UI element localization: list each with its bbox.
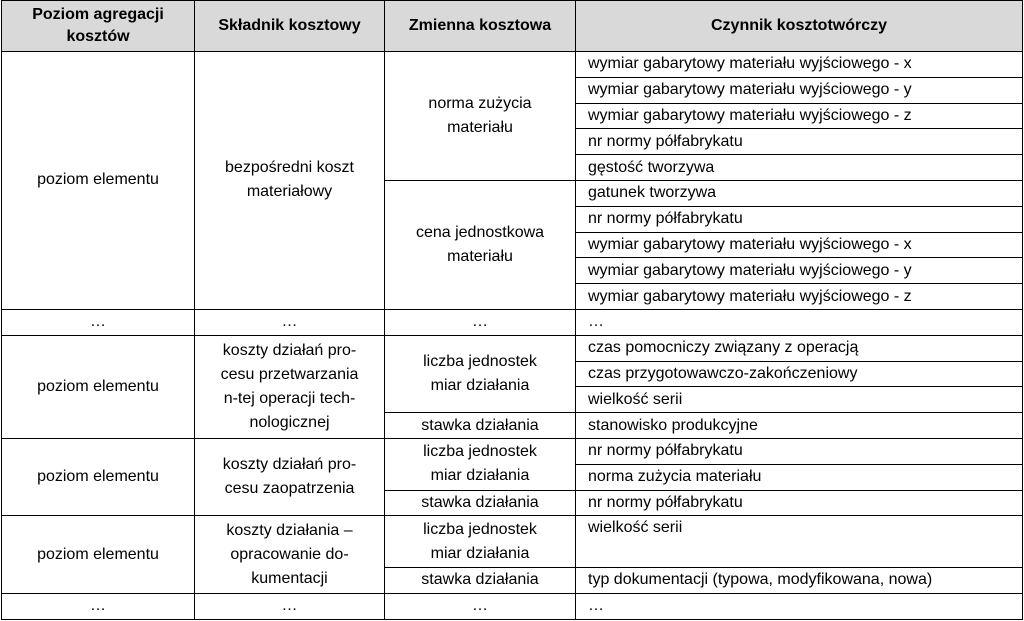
table-row	[2, 335, 1023, 361]
cost-driver-cell: nr normy półfabrykatu	[576, 438, 1023, 464]
cost-driver-cell: nr normy półfabrykatu	[576, 490, 1023, 516]
ellipsis-cell: …	[385, 309, 576, 335]
cost-component-cell: koszty działań pro- cesu zaopatrzenia	[195, 438, 385, 515]
header-cost-variable: Zmienna kosztowa	[385, 1, 576, 52]
cost-variable-cell: stawka działania	[385, 567, 576, 593]
table-row	[2, 52, 1023, 78]
cost-driver-cell: wymiar gabarytowy materiału wyjściowego - z	[576, 284, 1023, 310]
aggregation-level-cell: poziom elementu	[2, 438, 195, 515]
ellipsis-cell: …	[2, 593, 195, 619]
table-row	[2, 516, 1023, 542]
aggregation-level-cell: poziom elementu	[2, 335, 195, 438]
cost-variable-cell: liczba jednostek miar działania	[385, 335, 576, 412]
cost-variable-cell: stawka działania	[385, 490, 576, 516]
cost-variable-cell: norma zużycia materiału	[385, 52, 576, 181]
ellipsis-cell: …	[195, 593, 385, 619]
cost-driver-cell: wymiar gabarytowy materiału wyjściowego - y	[576, 258, 1023, 284]
ellipsis-row	[2, 593, 1023, 619]
cost-driver-cell: norma zużycia materiału	[576, 464, 1023, 490]
aggregation-level-cell: poziom elementu	[2, 52, 195, 310]
cost-driver-cell: gęstość tworzywa	[576, 155, 1023, 181]
cost-table	[1, 0, 1023, 620]
cost-component-cell: koszty działań pro- cesu przetwarzania n-tej operacji tech- nologicznej	[195, 335, 385, 438]
cost-component-cell: koszty działania – opracowanie do- kumentacji	[195, 516, 385, 593]
cost-variable-cell: liczba jednostek miar działania	[385, 516, 576, 568]
header-cost-driver: Czynnik kosztotwórczy	[576, 1, 1023, 52]
ellipsis-cell: …	[2, 309, 195, 335]
cost-driver-cell: typ dokumentacji (typowa, modyfikowana, nowa)	[576, 567, 1023, 593]
cost-variable-cell: cena jednostkowa materiału	[385, 180, 576, 309]
cost-variable-cell: stawka działania	[385, 413, 576, 439]
cost-variable-cell: liczba jednostek miar działania	[385, 438, 576, 490]
table-row	[2, 438, 1023, 464]
ellipsis-cell: …	[385, 593, 576, 619]
header-row	[2, 1, 1023, 52]
cost-driver-cell: wymiar gabarytowy materiału wyjściowego - y	[576, 77, 1023, 103]
cost-driver-cell: wielkość serii	[576, 387, 1023, 413]
header-cost-component: Składnik kosztowy	[195, 1, 385, 52]
cost-driver-cell: stanowisko produkcyjne	[576, 413, 1023, 439]
header-aggregation-level: Poziom agregacji kosztów	[2, 1, 195, 52]
ellipsis-row	[2, 309, 1023, 335]
ellipsis-cell: …	[576, 593, 1023, 619]
cost-driver-cell: czas pomocniczy związany z operacją	[576, 335, 1023, 361]
aggregation-level-cell: poziom elementu	[2, 516, 195, 593]
ellipsis-cell: …	[195, 309, 385, 335]
cost-component-cell: bezpośredni koszt materiałowy	[195, 52, 385, 310]
cost-driver-cell: czas przygotowawczo-zakończeniowy	[576, 361, 1023, 387]
cost-driver-cell: wymiar gabarytowy materiału wyjściowego - z	[576, 103, 1023, 129]
cost-driver-cell: gatunek tworzywa	[576, 180, 1023, 206]
ellipsis-cell: …	[576, 309, 1023, 335]
cost-driver-cell: nr normy półfabrykatu	[576, 206, 1023, 232]
cost-driver-cell: wymiar gabarytowy materiału wyjściowego - x	[576, 232, 1023, 258]
cost-driver-cell: nr normy półfabrykatu	[576, 129, 1023, 155]
cost-driver-cell: wielkość serii	[576, 516, 1023, 568]
cost-driver-cell: wymiar gabarytowy materiału wyjściowego - x	[576, 52, 1023, 78]
